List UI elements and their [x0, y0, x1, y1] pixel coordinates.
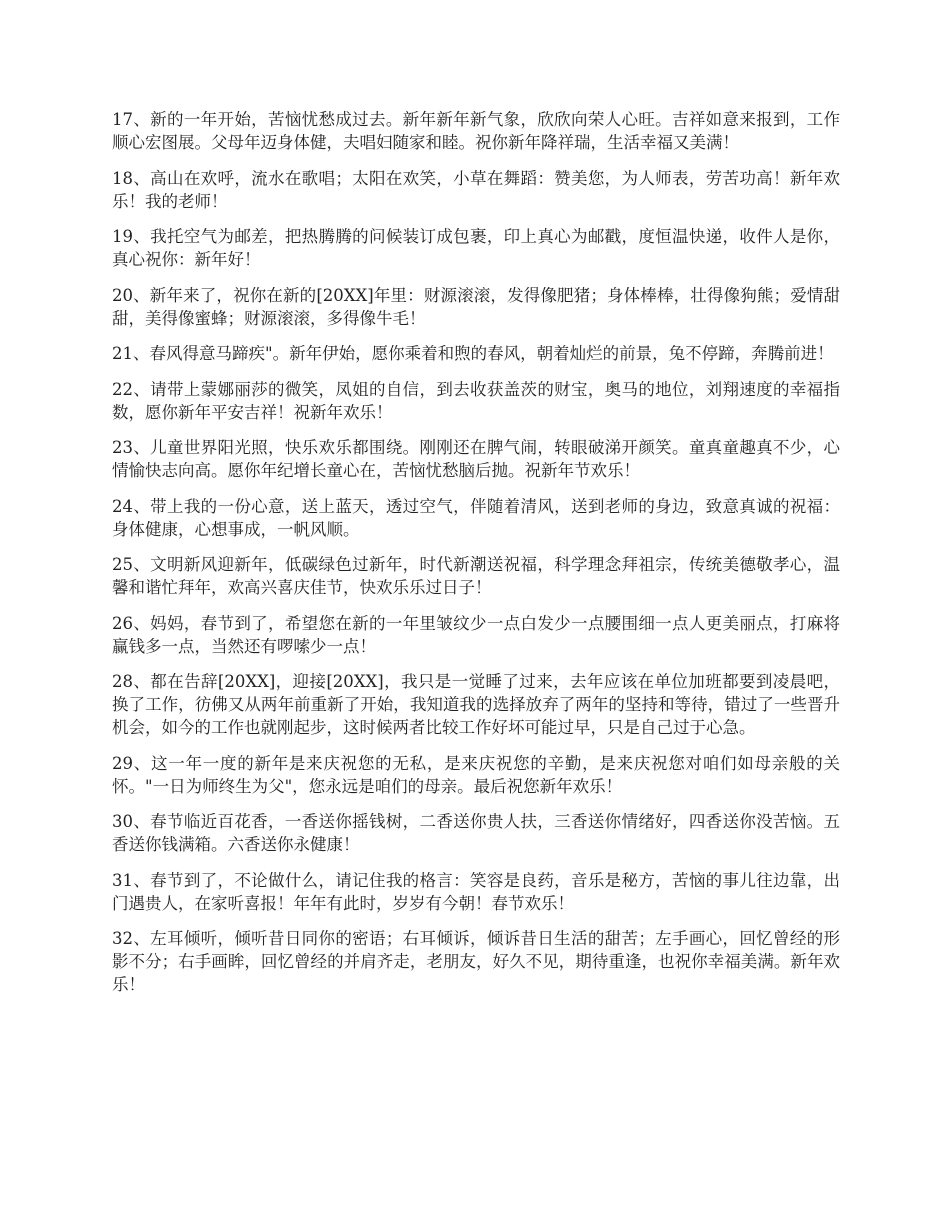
paragraph-19: 19、我托空气为邮差，把热腾腾的问候装订成包裹，印上真心为邮戳，度恒温快递，收件人是你，真心祝你：新年好！ — [112, 227, 840, 269]
paragraph-29: 29、这一年一度的新年是来庆祝您的无私，是来庆祝您的辛勤，是来庆祝您对咱们如母亲般的关怀。"一日为师终生为父"，您永远是咱们的母亲。最后祝您新年欢乐！ — [112, 753, 840, 796]
paragraph-22: 22、请带上蒙娜丽莎的微笑，凤姐的自信，到去收获盖茨的财宝，奥马的地位，刘翔速度的幸福指数，愿你新年平安吉祥！祝新年欢乐！ — [112, 379, 840, 422]
paragraph-32: 32、左耳倾听，倾听昔日同你的密语；右耳倾诉，倾诉昔日生活的甜苦；左手画心，回忆曾经的形影不分；右手画眸，回忆曾经的并肩齐走，老朋友，好久不见，期待重逢，也祝你幸福美满。新年欢乐！ — [112, 929, 840, 994]
document-body — [112, 108, 840, 1009]
paragraph-30: 30、春节临近百花香，一香送你摇钱树，二香送你贵人扶，三香送你情绪好，四香送你没苦恼。五香送你钱满箱。六香送你永健康！ — [112, 812, 840, 854]
paragraph-31: 31、春节到了，不论做什么，请记住我的格言：笑容是良药，音乐是秘方，苦恼的事儿往边靠，出门遇贵人，在家听喜报！年年有此时，岁岁有今朝！春节欢乐！ — [112, 870, 840, 913]
paragraph-20: 20、新年来了，祝你在新的[20XX]年里：财源滚滚，发得像肥猪；身体棒棒，壮得像狗熊；爱情甜甜，美得像蜜蜂；财源滚滚，多得像牛毛！ — [112, 285, 840, 328]
paragraph-18: 18、高山在欢呼，流水在歌唱；太阳在欢笑，小草在舞蹈：赞美您，为人师表，劳苦功高！新年欢乐！我的老师！ — [112, 168, 840, 211]
paragraph-28: 28、都在告辞[20XX]，迎接[20XX]，我只是一觉睡了过来，去年应该在单位加班都要到凌晨吧，换了工作，彷佛又从两年前重新了开始，我知道我的选择放弃了两年的坚持和等待，错过了一些晋升机会，如今的工作也就刚起步，这时候两者比较工作好坏可能过早，只是自己过于心急。 — [112, 672, 840, 737]
paragraph-26: 26、妈妈，春节到了，希望您在新的一年里皱纹少一点白发少一点腰围细一点人更美丽点，打麻将赢钱多一点，当然还有啰嗦少一点！ — [112, 613, 840, 656]
paragraph-17: 17、新的一年开始，苦恼忧愁成过去。新年新年新气象，欣欣向荣人心旺。吉祥如意来报到，工作顺心宏图展。父母年迈身体健，夫唱妇随家和睦。祝你新年降祥瑞，生活幸福又美满！ — [112, 110, 840, 152]
paragraph-25: 25、文明新风迎新年，低碳绿色过新年，时代新潮送祝福，科学理念拜祖宗，传统美德敬孝心，温馨和谐忙拜年，欢高兴喜庆佳节，快欢乐乐过日子！ — [112, 555, 840, 597]
paragraph-21: 21、春风得意马蹄疾"。新年伊始，愿你乘着和煦的春风，朝着灿烂的前景，兔不停蹄，奔腾前进！ — [112, 344, 834, 363]
paragraph-23: 23、儿童世界阳光照，快乐欢乐都围绕。刚刚还在脾气闹，转眼破涕开颜笑。童真童趣真不少，心情愉快志向高。愿你年纪增长童心在，苦恼忧愁脑后抛。祝新年节欢乐！ — [112, 438, 840, 480]
paragraph-24: 24、带上我的一份心意，送上蓝天，透过空气，伴随着清风，送到老师的身边，致意真诚的祝福：身体健康，心想事成，一帆风顺。 — [112, 496, 840, 539]
